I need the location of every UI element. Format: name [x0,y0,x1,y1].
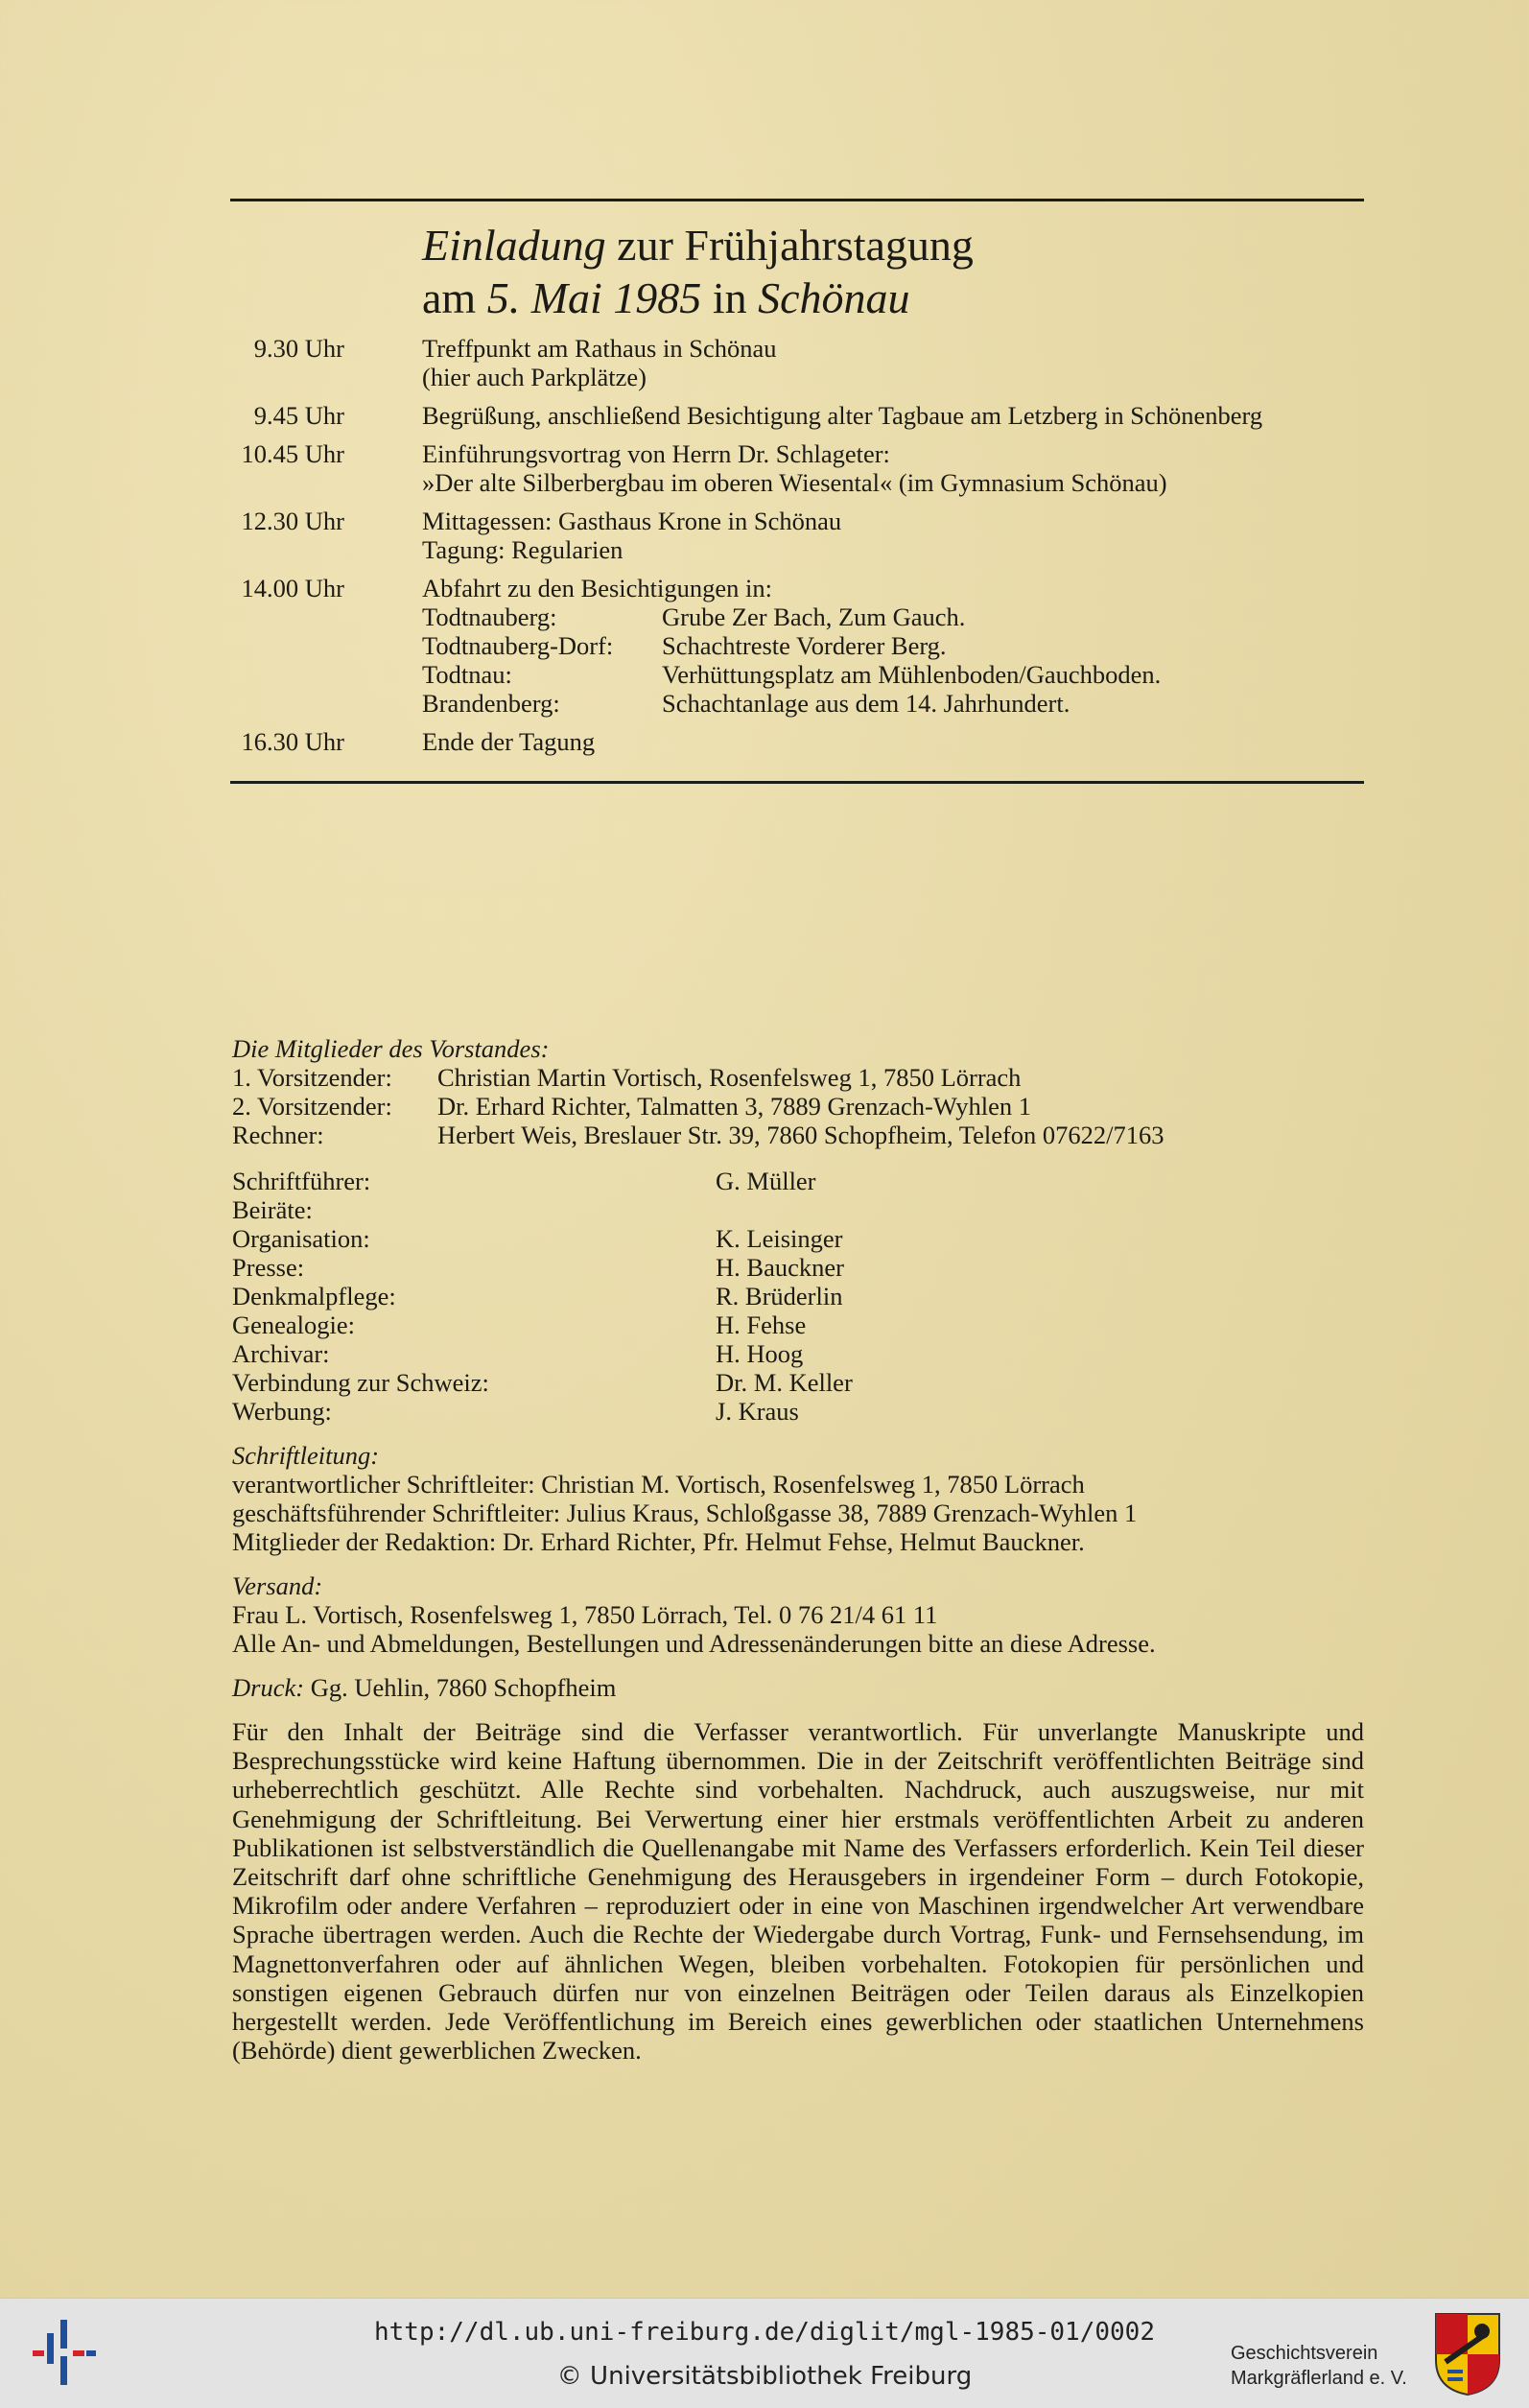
shipping-line: Alle An- und Abmeldungen, Bestellungen und Adressenänderungen bitte an diese Adresse. [232,1629,1156,1658]
title-in: in [701,273,759,322]
schedule-time: 9.30 Uhr [253,334,344,363]
schedule-time: 9.45 Uhr [253,401,344,430]
top-rule [230,199,1364,201]
member-name: J. Kraus [716,1397,799,1426]
society-name [1231,2341,1407,2391]
member-role: Werbung: [232,1397,332,1426]
officer-row [232,1063,1364,1092]
schedule-row [216,574,1381,718]
site-place: Brandenberg: [422,689,560,718]
member-name: Dr. M. Keller [716,1368,853,1397]
schedule [216,334,1381,766]
print-heading: Druck: [232,1673,305,1702]
officer-role: 1. Vorsitzender: [232,1063,392,1092]
member-role: Presse: [232,1253,305,1282]
officer-name: Herbert Weis, Breslauer Str. 39, 7860 Schopfheim, Telefon 07622/7163 [437,1121,1164,1149]
site-place: Todtnauberg-Dorf: [422,631,614,660]
officer-name: Dr. Erhard Richter, Talmatten 3, 7889 Grenzach-Wyhlen 1 [437,1092,1032,1121]
board-section [232,1034,1364,2065]
site-place: Todtnauberg: [422,602,557,631]
schedule-line: Abfahrt zu den Besichtigungen in: [422,574,773,602]
schedule-line: Begrüßung, anschließend Besichtigung alter Tagbaue am Letzberg in Schönenberg [422,401,1263,430]
member-role: Denkmalpflege: [232,1282,396,1310]
schedule-time: 10.45 Uhr [241,439,344,468]
member-role: Organisation: [232,1224,370,1253]
member-row [232,1253,1364,1282]
editorial-line: Mitglieder der Redaktion: Dr. Erhard Richter, Pfr. Helmut Fehse, Helmut Bauckner. [232,1527,1085,1556]
shipping-line: Frau L. Vortisch, Rosenfelsweg 1, 7850 Lörrach, Tel. 0 76 21/4 61 11 [232,1600,938,1629]
officer-name: Christian Martin Vortisch, Rosenfelsweg 1, 7850 Lörrach [437,1063,1022,1092]
officer-row [232,1092,1364,1121]
member-row [232,1368,1364,1397]
schedule-time: 12.30 Uhr [241,507,344,535]
legal-notice: Für den Inhalt der Beiträge sind die Verfasser verantwortlich. Für unverlangte Manuskripte und Besprechungsstücke wird keine Haftung übernommen. Die in der Zeitschrift veröffentlichten Beiträge sind urheberrechtlich geschützt. Alle Rechte sind vorbehalten. Nachdruck, auch auszugsweise, nur mit Genehmigung der Schriftleitung. Bei Verwertung einer hier erstmals veröffentlichten Arbeit zu anderen Publikationen ist selbstverständlich die Quellenangabe mit Name des Verfassers erforderlich. Kein Teil dieser Zeitschrift darf ohne schriftliche Genehmigung des Herausgebers in irgendeiner Form – durch Fotokopie, Mikrofilm oder andere Verfahren – reproduziert oder in eine von Maschinen irgendwelcher Art verwendbare Sprache übertragen werden. Auch die Rechte der Wiedergabe durch Vortrag, Funk- und Fernsehsendung, im Magnettonverfahren oder auf ähnlichen Wegen, bleiben vorbehalten. Fotokopien für persönlichen und sonstigen eigenen Gebrauch dürfen nur von einzelnen Beiträgen oder Teilen daraus als Einzelkopien hergestellt werden. Jede Veröffentlichung im Bereich eines gewerblichen oder staatlichen Unternehmens (Behörde) dient gewerblichen Zwecken. [232,1717,1364,2066]
print-line [232,1673,1364,1702]
copyright-notice: © Universitätsbibliothek Freiburg [556,2362,973,2391]
schedule-row [216,334,1381,391]
editorial-line: geschäftsführender Schriftleiter: Julius Kraus, Schloßgasse 38, 7889 Grenzach-Wyhlen 1 [232,1499,1138,1527]
member-role: Archivar: [232,1339,330,1368]
schedule-line: »Der alte Silberbergbau im oberen Wiesental« (im Gymnasium Schönau) [422,468,1167,497]
site-row [422,631,1381,660]
invitation-title [422,219,974,324]
site-what: Grube Zer Bach, Zum Gauch. [662,602,966,631]
member-name: R. Brüderlin [716,1282,843,1310]
member-row [232,1282,1364,1310]
viewer-footer [0,2298,1529,2408]
officer-role: Rechner: [232,1121,324,1149]
member-role: Beiräte: [232,1195,313,1224]
schedule-line: Einführungsvortrag von Herrn Dr. Schlageter: [422,439,890,468]
site-row [422,689,1381,718]
schedule-line: Tagung: Regularien [422,535,623,564]
site-row [422,602,1381,631]
title-am: am [422,273,487,322]
title-rest: zur Frühjahrstagung [605,221,974,270]
schedule-desc [422,439,1381,497]
schedule-row [216,401,1381,430]
officer-row [232,1121,1364,1149]
member-role: Schriftführer: [232,1167,371,1195]
title-place: Schönau [758,273,910,322]
board-heading: Die Mitglieder des Vorstandes: [232,1034,550,1063]
member-row [232,1397,1364,1426]
permalink-url[interactable]: http://dl.ub.uni-freiburg.de/diglit/mgl-1985-01/0002 [374,2318,1155,2347]
bottom-rule [230,781,1364,784]
member-role: Verbindung zur Schweiz: [232,1368,489,1397]
member-row [232,1310,1364,1339]
site-row [422,660,1381,689]
member-row [232,1195,1364,1224]
schedule-line: Mittagessen: Gasthaus Krone in Schönau [422,507,842,535]
shipping-heading: Versand: [232,1571,323,1600]
schedule-row [216,507,1381,564]
society-name-line1: Geschichtsverein [1231,2343,1378,2364]
member-name: G. Müller [716,1167,816,1195]
schedule-desc [422,401,1381,430]
officer-role: 2. Vorsitzender: [232,1092,392,1121]
member-row [232,1339,1364,1368]
site-what: Verhüttungsplatz am Mühlenboden/Gauchboden. [662,660,1162,689]
site-what: Schachtreste Vorderer Berg. [662,631,947,660]
schedule-desc [422,727,1381,756]
editorial-line: verantwortlicher Schriftleiter: Christian M. Vortisch, Rosenfelsweg 1, 7850 Lörrach [232,1470,1085,1499]
editorial-heading: Schriftleitung: [232,1441,380,1470]
site-place: Todtnau: [422,660,512,689]
title-einladung: Einladung [422,221,606,270]
site-what: Schachtanlage aus dem 14. Jahrhundert. [662,689,1070,718]
member-name: H. Hoog [716,1339,804,1368]
member-row [232,1224,1364,1253]
coat-of-arms-icon [1434,2312,1501,2396]
society-name-line2: Markgräflerland e. V. [1231,2368,1407,2389]
schedule-time: 14.00 Uhr [241,574,344,602]
member-name: H. Fehse [716,1310,807,1339]
schedule-time: 16.30 Uhr [241,727,344,756]
member-row [232,1167,1364,1195]
schedule-row [216,727,1381,756]
schedule-row [216,439,1381,497]
schedule-desc [422,574,1381,718]
schedule-line: Treffpunkt am Rathaus in Schönau [422,334,777,363]
member-name: H. Bauckner [716,1253,844,1282]
schedule-desc [422,507,1381,564]
schedule-desc [422,334,1381,391]
schedule-line: Ende der Tagung [422,727,596,756]
print-text: Gg. Uehlin, 7860 Schopfheim [304,1673,617,1702]
schedule-line: (hier auch Parkplätze) [422,363,647,391]
title-date: 5. Mai 1985 [486,273,702,322]
member-name: K. Leisinger [716,1224,843,1253]
member-role: Genealogie: [232,1310,356,1339]
